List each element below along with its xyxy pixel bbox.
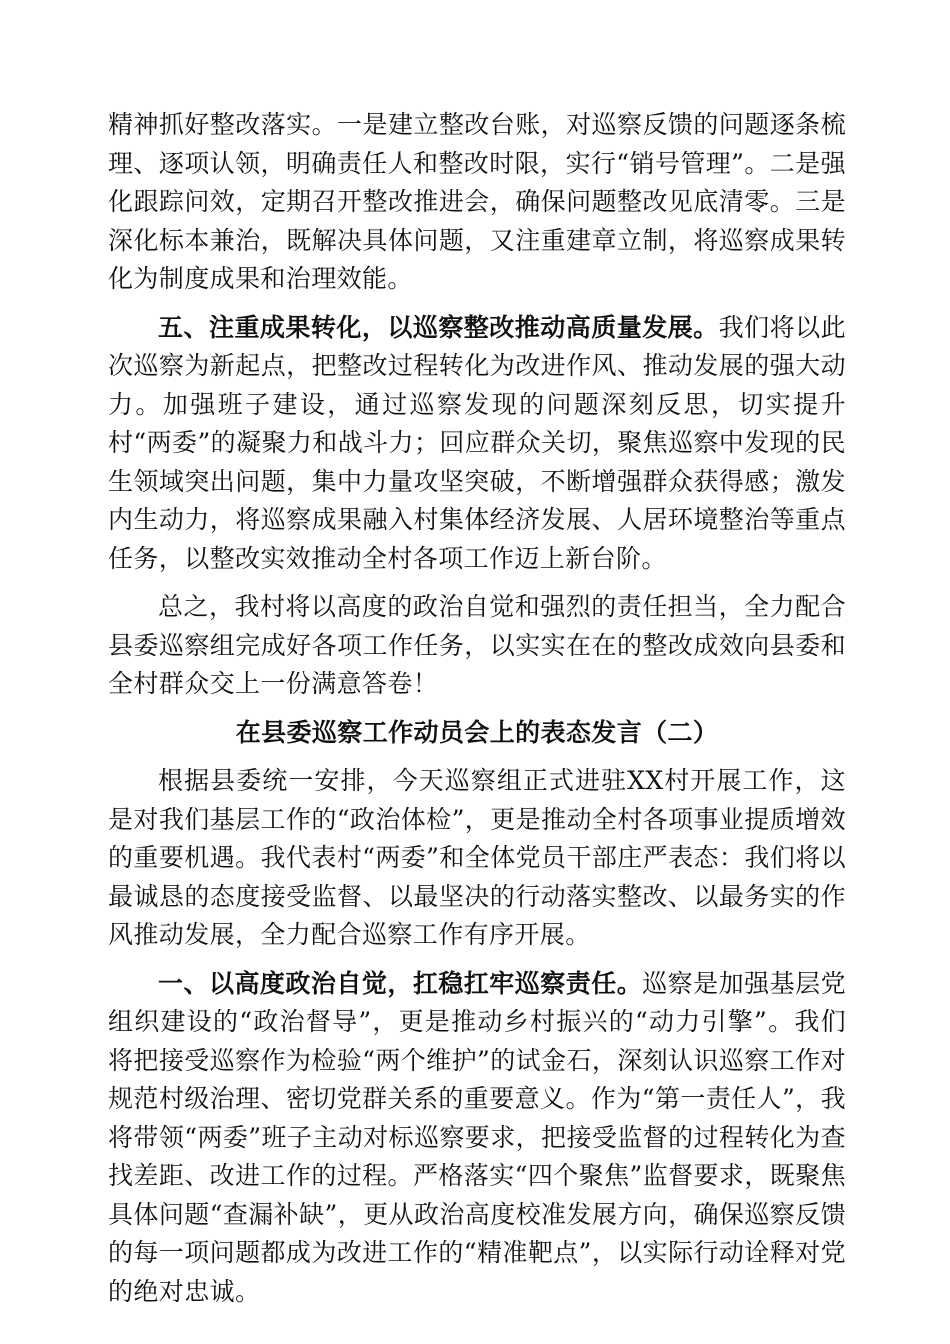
paragraph-lead: 一、以高度政治自觉，扛稳扛牢巡察责任。 <box>158 968 643 998</box>
paragraph-text: 总之，我村将以高度的政治自觉和强烈的责任担当，全力配合县委巡察组完成好各项工作任务，以实实在在的整改成效向县委和全村群众交上一份满意答卷！ <box>108 592 846 698</box>
paragraph-text: 巡察是加强基层党组织建设的“政治督导”，更是推动乡村振兴的“动力引擎”。我们将把接受巡察作为检验“两个维护”的试金石，深刻认识巡察工作对规范村级治理、密切党群关系的重要意义。作为“第一责任人”，我将带领“两委”班子主动对标巡察要求，把接受监督的过程转化为查找差距、改进工作的过程。严格落实“四个聚焦”监督要求，既聚焦具体问题“查漏补缺”，更从政治高度校准发展方向，确保巡察反馈的每一项问题都成为改进工作的“精准靶点”，以实际行动诠释对党的绝对忠诚。 <box>108 968 846 1306</box>
paragraph-intro <box>108 762 846 955</box>
paragraph-rectification <box>108 106 846 299</box>
paragraph-text: 我们将以此次巡察为新起点，把整改过程转化为改进作风、推动发展的强大动力。加强班子建设，通过巡察发现的问题深刻反思，切实提升村“两委”的凝聚力和战斗力；回应群众关切，聚焦巡察中发现的民生领域突出问题，集中力量攻坚突破，不断增强群众获得感；激发内生动力，将巡察成果融入村集体经济发展、人居环境整治等重点任务，以整改实效推动全村各项工作迈上新台阶。 <box>108 312 846 573</box>
paragraph-lead: 五、注重成果转化，以巡察整改推动高质量发展。 <box>158 312 719 342</box>
paragraph-text: 根据县委统一安排，今天巡察组正式进驻XX村开展工作，这是对我们基层工作的“政治体检”，更是推动全村各项事业提质增效的重要机遇。我代表村“两委”和全体党员干部庄严表态：我们将以最诚恳的态度接受监督、以最坚决的行动落实整改、以最务实的作风推动发展，全力配合巡察工作有序开展。 <box>108 766 846 949</box>
document-page <box>108 106 846 1321</box>
paragraph-text: 精神抓好整改落实。一是建立整改台账，对巡察反馈的问题逐条梳理、逐项认领，明确责任人和整改时限，实行“销号管理”。二是强化跟踪问效，定期召开整改推进会，确保问题整改见底清零。三是深化标本兼治，既解决具体问题，又注重建章立制，将巡察成果转化为制度成果和治理效能。 <box>108 110 846 293</box>
section-heading: 在县委巡察工作动员会上的表态发言（二） <box>235 717 719 747</box>
paragraph-point-one <box>108 965 846 1312</box>
paragraph-point-five <box>108 309 846 579</box>
paragraph-conclusion <box>108 588 846 704</box>
